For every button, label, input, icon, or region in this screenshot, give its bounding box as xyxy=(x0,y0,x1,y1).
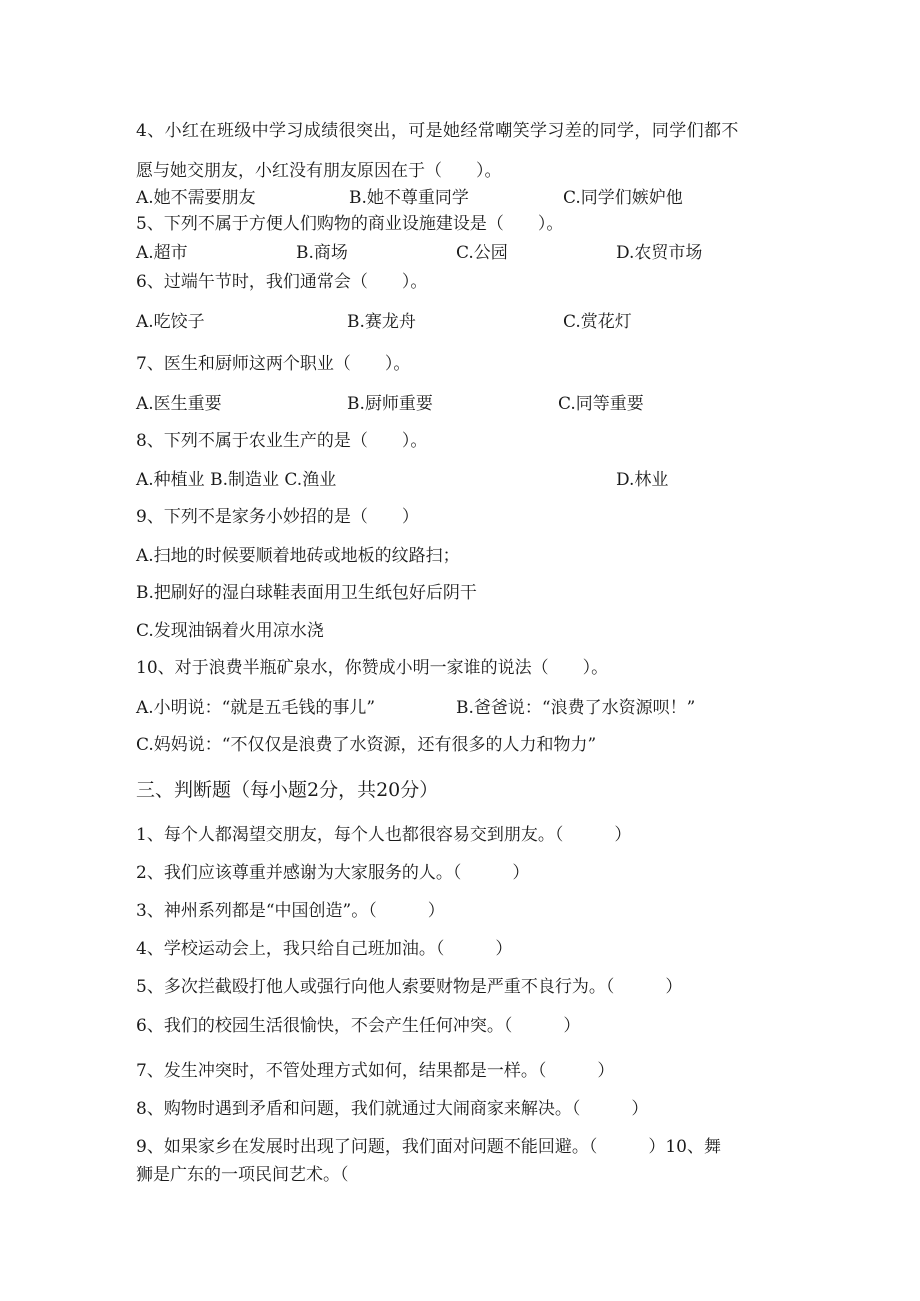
q6-option-a: A.吃饺子 xyxy=(136,312,205,332)
judgment-item-1: 1、每个人都渴望交朋友，每个人也都很容易交到朋友。（ ） xyxy=(136,825,632,845)
judgment-item-2: 2、我们应该尊重并感谢为大家服务的人。（ ） xyxy=(136,863,530,883)
q7-stem: 7、医生和厨师这两个职业（ ）。 xyxy=(136,354,411,374)
q4-stem-line2: 愿与她交朋友，小红没有朋友原因在于（ ）。 xyxy=(136,161,502,181)
q8-stem: 8、下列不属于农业生产的是（ ）。 xyxy=(136,431,428,451)
q5-stem: 5、下列不属于方便人们购物的商业设施建设是（ ）。 xyxy=(136,214,564,234)
q6-option-b: B.赛龙舟 xyxy=(347,312,416,332)
q7-option-c: C.同等重要 xyxy=(558,394,644,414)
q10-option-b: B.爸爸说：“浪费了水资源呗！” xyxy=(456,698,696,718)
judgment-item-6: 6、我们的校园生活很愉快，不会产生任何冲突。（ ） xyxy=(136,1016,581,1036)
q5-option-d: D.农贸市场 xyxy=(616,243,703,263)
judgment-item-9-10-line1: 9、如果家乡在发展时出现了问题，我们面对问题不能回避。（ ）10、舞 xyxy=(136,1137,721,1157)
q6-option-c: C.赏花灯 xyxy=(563,312,632,332)
q9-stem: 9、下列不是家务小妙招的是（ ） xyxy=(136,507,419,527)
q10-option-a: A.小明说：“就是五毛钱的事儿” xyxy=(136,698,376,718)
q4-stem-line1: 4、小红在班级中学习成绩很突出，可是她经常嘲笑学习差的同学，同学们都不 xyxy=(136,121,739,141)
q4-option-c: C.同学们嫉妒他 xyxy=(563,188,683,208)
q8-options-abc: A.种植业 B.制造业 C.渔业 xyxy=(136,470,337,490)
q9-option-c: C.发现油锅着火用凉水浇 xyxy=(136,621,324,641)
judgment-item-5: 5、多次拦截殴打他人或强行向他人索要财物是严重不良行为。（ ） xyxy=(136,977,683,997)
q8-option-d: D.林业 xyxy=(616,470,669,490)
q6-stem: 6、过端午节时，我们通常会（ ）。 xyxy=(136,272,428,292)
section-title: 三、判断题（每小题2分，共20分） xyxy=(136,779,439,801)
judgment-item-10-line2: 狮是广东的一项民间艺术。（ xyxy=(136,1165,349,1185)
q5-option-c: C.公园 xyxy=(456,243,508,263)
judgment-item-3: 3、神州系列都是“中国创造”。（ ） xyxy=(136,901,445,921)
q9-option-a: A.扫地的时候要顺着地砖或地板的纹路扫； xyxy=(136,546,460,566)
judgment-item-7: 7、发生冲突时，不管处理方式如何，结果都是一样。（ ） xyxy=(136,1061,615,1081)
judgment-item-8: 8、购物时遇到矛盾和问题，我们就通过大闹商家来解决。（ ） xyxy=(136,1099,649,1119)
q10-option-c: C.妈妈说：“不仅仅是浪费了水资源，还有很多的人力和物力” xyxy=(136,735,597,755)
q7-option-b: B.厨师重要 xyxy=(347,394,433,414)
q9-option-b: B.把刷好的湿白球鞋表面用卫生纸包好后阴干 xyxy=(136,583,477,603)
judgment-item-4: 4、学校运动会上，我只给自己班加油。（ ） xyxy=(136,939,513,959)
q4-option-b: B.她不尊重同学 xyxy=(349,188,469,208)
q5-option-a: A.超市 xyxy=(136,243,188,263)
q10-stem: 10、对于浪费半瓶矿泉水，你赞成小明一家谁的说法（ ）。 xyxy=(136,658,609,678)
q7-option-a: A.医生重要 xyxy=(136,394,222,414)
q4-option-a: A.她不需要朋友 xyxy=(136,188,256,208)
q5-option-b: B.商场 xyxy=(296,243,348,263)
